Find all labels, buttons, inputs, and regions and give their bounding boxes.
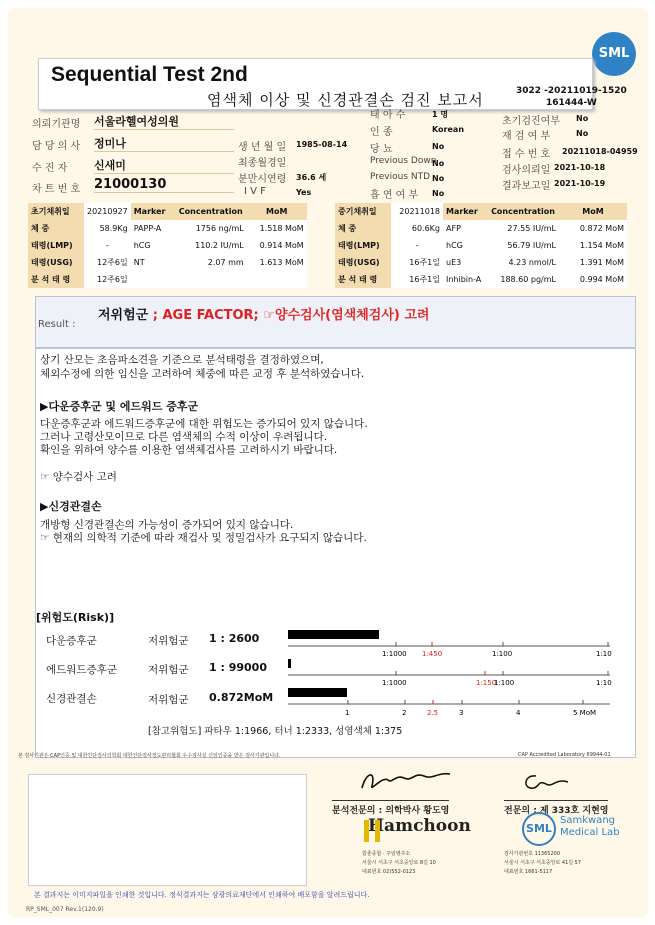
ivf-label: I V F [244,186,266,197]
risk-ntd-tick-3: 2.5 [427,709,439,717]
lab2-address-1: 검사기관번호 11365200 [504,851,561,857]
risk-edwards-value: 1 : 99000 [209,661,267,674]
disclaimer: 본 결과지는 이미지파일을 인쇄한 것입니다. 정식결과지는 삼광의료재단에서 인쇄하여 배포함을 알려드립니다. [34,891,370,899]
report-date-label: 결과보고일 [502,181,551,192]
doctor-label: 담 당 의 사 [32,141,81,152]
risk-down-tick-4: 1:10 [596,650,612,658]
race-value: Korean [432,125,465,134]
prev-ntd-value: No [432,174,445,183]
institution-label: 의뢰기관명 [32,119,81,130]
ntd-line-1: 개방형 신경관결손의 가능성이 증가되어 있지 않습니다. [40,519,294,531]
chart-value: 21000130 [94,177,234,193]
risk-gauges [278,623,638,723]
smoking-label: 흡 연 여 부 [370,190,419,201]
ivf-value: Yes [296,188,312,197]
intro-line-2: 체외수정에 의한 임신을 고려하여 체중에 따른 교정 후 분석하였습니다. [40,368,365,380]
lmp-label: 최종월경일 [238,158,287,169]
race-label: 인 종 [370,127,393,138]
report-subtitle: 염색체 이상 및 신경관결손 검진 보고서 [207,91,484,109]
risk-ntd-bar [288,688,347,697]
second-trimester-table: 중기채취일 20211018 Marker Concentration MoM 체 중 60.6Kg AFP 27.55 IU/mL 0.872 MoM 태령(LMP) - hCG 56.79 IU/mL 1.154 MoM 태령(USG) 16주1일 uE3 4.23 nmol/L 1.391 MoM 분 석 태 령 16주1일 Inhibin-A 188.60 pg/mL 0.994 MoM [335,203,627,288]
risk-edwards-tick-1: 1:1000 [382,679,407,687]
risk-ntd-tick-4: 3 [459,709,464,717]
institution-value: 서울라헬여성의원 [94,113,234,130]
risk-edwards-bar [288,659,291,668]
report-number: 3022 -20211019-1520 161444-W [516,86,627,108]
twin-label: 태 아 수 [370,110,406,121]
amnio-line: ☞ 양수검사 고려 [40,471,117,483]
down-line-2: 그러나 고령산모이므로 다른 염색체의 수적 이상이 우려됩니다. [40,431,328,443]
cap-note: CAP Accredited Laboratory 69944-01 [518,752,611,758]
first-test-value: No [576,114,589,123]
risk-down-tick-1: 1:1000 [382,650,407,658]
doctor-value: 정미나 [94,135,234,152]
first-test-label: 초기검진여부 [502,116,560,127]
risk-down-tick-3: 1:100 [492,650,513,658]
smoking-value: No [432,189,445,198]
prev-ntd-label: Previous NTD [370,172,431,182]
samkwang-name: Samkwang Medical Lab [560,815,620,838]
risk-ntd-tick-2: 2 [402,709,407,717]
down-line-1: 다운증후군과 에드워드증후군에 대한 위험도는 증가되어 있지 않습니다. [40,418,368,430]
age-label: 분만시연령 [238,174,287,185]
report-page [8,8,648,917]
sml-logo: SML [592,32,636,76]
risk-down-value: 1 : 2600 [209,632,260,645]
retest-label: 재 검 여 부 [502,131,551,142]
risk-edwards-tick-3: 1:100 [494,679,515,687]
lab2-address-2: 서울시 서초구 서초중앙로 41길 57 [504,860,582,866]
request-date-value: 2021-10-18 [554,163,606,172]
risk-ntd-tick-1: 1 [345,709,350,717]
risk-edwards-tick-2: 1:150 [476,679,497,687]
report-date-value: 2021-10-19 [554,179,606,188]
down-line-3: 확인을 위하여 양수를 이용한 염색체검사를 고려하시기 바랍니다. [40,444,338,456]
report-title: Sequential Test 2nd [51,63,248,86]
risk-down-tick-2: 1:450 [422,650,443,658]
risk-title: [위험도(Risk)] [36,611,115,624]
down-section-title: ▶다운증후군 및 에드워드 증후군 [40,400,199,413]
chart-label: 차 트 번 호 [32,184,81,195]
lab1-address-3: 대표번호 02)552-0123 [362,869,416,875]
retest-value: No [576,129,589,138]
risk-ntd-name: 신경관결손 [46,693,97,705]
risk-ntd-value: 0.872MoM [209,691,274,704]
specialist-name: 전문의 : 제 333호 지현영 [504,800,608,816]
hamchoon-mark-icon [364,820,380,842]
ntd-line-2: ☞ 현재의 의학적 기준에 따라 재검사 및 정밀검사가 요구되지 않습니다. [40,532,367,544]
risk-ntd-tick-6: 5 MoM [573,709,597,717]
birth-label: 생 년 월 일 [238,142,287,153]
first-trimester-table: 초기채취일 20210927 Marker Concentration MoM 체 중 58.9Kg PAPP-A 1756 ng/mL 1.518 MoM 태령(LMP) - hCG 110.2 IU/mL 0.914 MoM 태령(USG) 12주6일 NT 2.07 mm 1.613 MoM 분 석 태 령 12주6일 [28,203,307,288]
lab2-address-3: 대표번호 1661-5117 [504,869,553,875]
receipt-value: 20211018-04959 [562,147,638,156]
specialist-signature [516,768,576,794]
prev-down-value: No [432,159,445,168]
diabetes-value: No [432,142,445,151]
diabetes-label: 당 뇨 [370,144,393,155]
sml-footer-logo: SML [522,812,556,846]
examinee-label: 수 진 자 [32,163,68,174]
age-value: 36.6 세 [296,173,327,182]
title-box [38,58,593,110]
risk-ntd-tick-5: 4 [516,709,521,717]
risk-down-level: 저위험군 [148,635,189,647]
ntd-section-title: ▶신경관결손 [40,500,102,513]
prev-down-label: Previous Down [370,156,437,166]
revision-code: RP_SML_007 Rev.1(120.9) [26,906,104,913]
risk-edwards-tick-4: 1:10 [596,679,612,687]
result-label: Result : [38,319,76,330]
analyst-signature [354,766,464,796]
result-headline: 저위험군 ; AGE FACTOR; ☞양수검사(염색체검사) 고려 [98,308,430,323]
intro-line-1: 상기 산모는 초음파소견을 기준으로 분석태령을 결정하였으며, [40,354,324,366]
hamchoon-logo: Hamchoon [368,816,471,836]
risk-down-bar [288,630,379,639]
risk-ntd-level: 저위험군 [148,694,189,706]
memo-box [28,774,307,886]
request-date-label: 검사의뢰일 [502,165,551,176]
risk-down-name: 다운증후군 [46,635,97,647]
risk-edwards-name: 에드워드증후군 [46,664,118,676]
reference-risk: [참고위험도] 파타우 1:1966, 터너 1:2333, 성염색체 1:375 [148,726,403,737]
twin-value: 1 명 [432,110,449,119]
lab1-address-1: 함춘종합 · 주임병주소 [362,851,411,857]
analyst-name: 분석전문의 : 의학박사 황도영 [332,800,449,816]
lab1-address-2: 서울시 서초구 서초중앙로 8길 10 [362,860,436,866]
birth-value: 1985-08-14 [296,140,348,149]
receipt-label: 접 수 번 호 [502,149,551,160]
risk-edwards-level: 저위험군 [148,664,189,676]
accreditation-note: 본 검사기관은 CAP인증 및 대한진단검사의학회 대한진단검사정도관리협회 우수검사실 신임인증을 받은 검사기관입니다. [18,753,281,759]
examinee-value: 신새미 [94,157,234,174]
